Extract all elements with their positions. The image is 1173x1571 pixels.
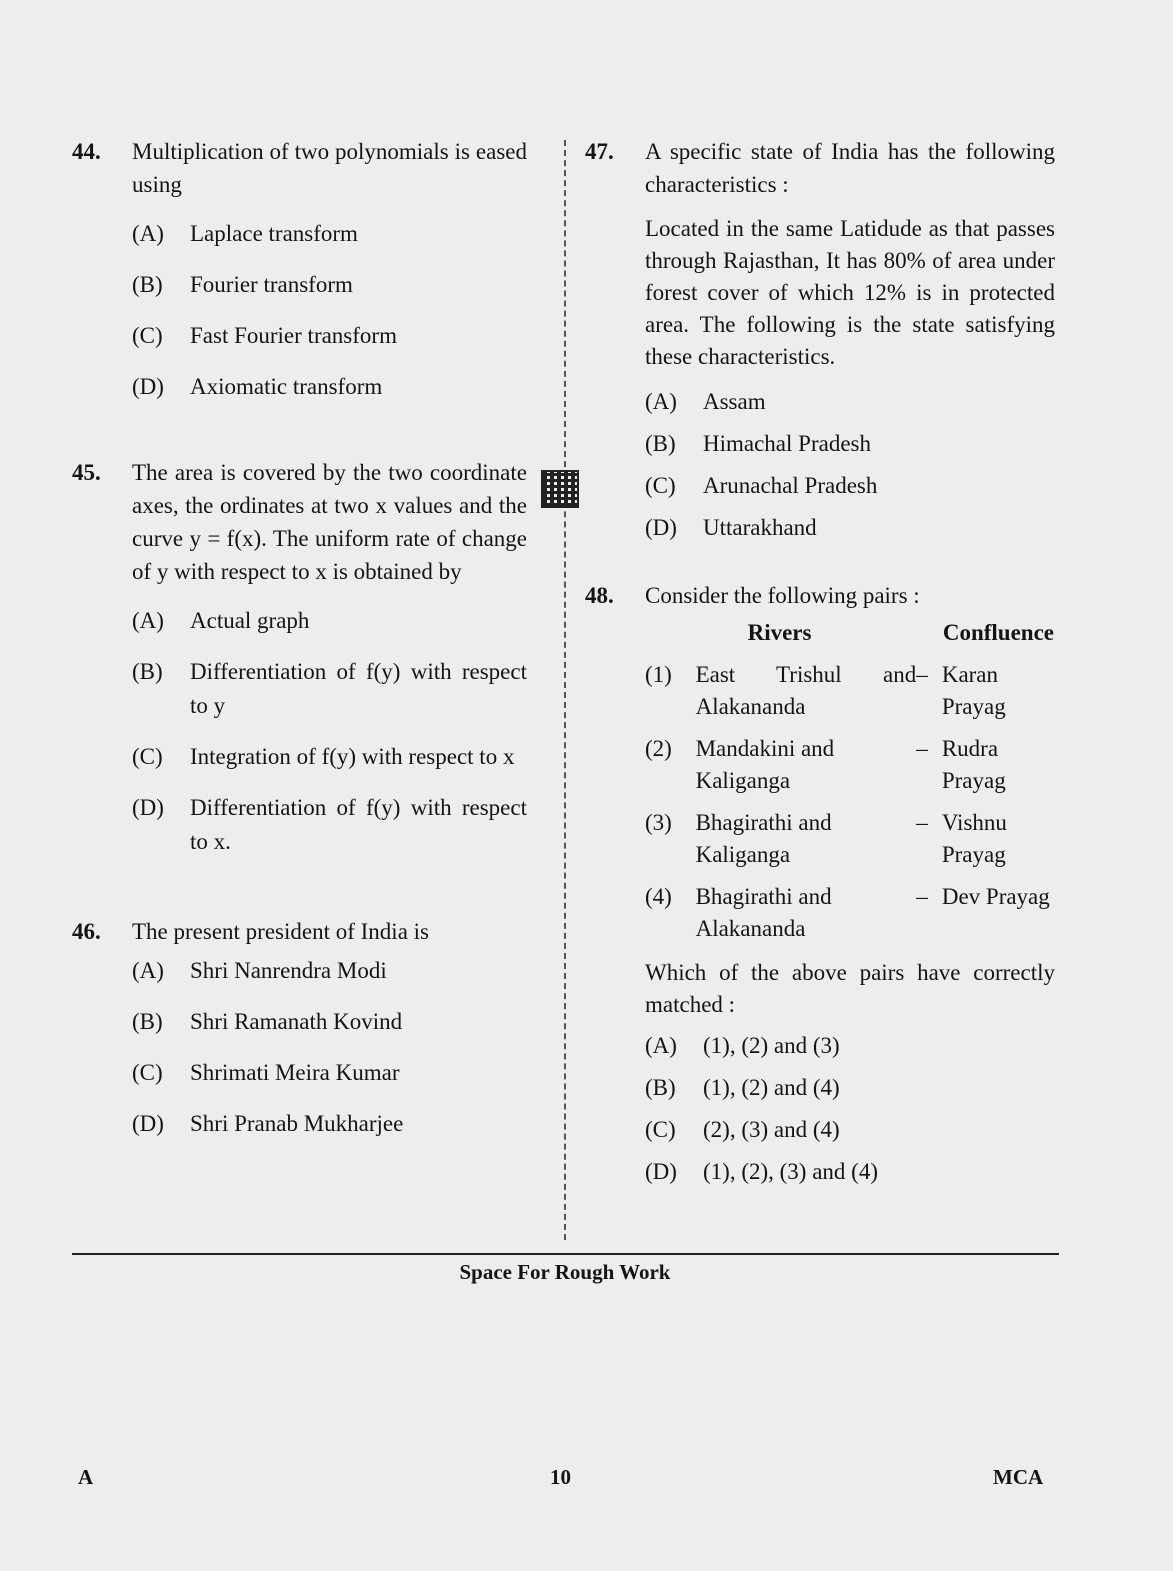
pair-number: (2) [645,736,672,761]
question-number: 48. [585,583,614,608]
option [132,1005,527,1039]
option [132,319,527,353]
option [132,1056,527,1090]
options-list [132,217,527,404]
pair-dash: – [916,662,928,687]
column-divider [564,140,566,1240]
pair-rivers [696,659,917,733]
table-row [645,881,1055,955]
option [132,740,527,774]
rivers-header: Rivers [747,620,812,645]
option [645,1155,1055,1189]
table-row [645,733,1055,807]
pair-confluence: Rudra Prayag [941,736,1006,793]
options-list [132,954,527,1141]
question-number: 44. [72,139,101,164]
option [132,604,527,638]
pair-confluence: Dev Prayag [941,884,1050,909]
option-text: Uttarakhand [703,515,817,540]
pair-confluence: Vishnu Prayag [941,810,1007,867]
option-text: Shrimati Meira Kumar [190,1060,400,1085]
options-list [132,604,527,859]
question-number: 45. [72,460,101,485]
question-text: The present president of India is [132,919,429,944]
confluence-header: Confluence [942,620,1054,645]
option-label: (B) [645,431,676,456]
pair-confluence: Karan Prayag [941,662,1006,719]
left-column [72,135,527,1158]
option-label: (C) [645,473,676,498]
table-row [645,807,1055,881]
option-label: (A) [132,608,164,633]
pair-rivers [696,807,917,881]
pair-dash: – [916,736,928,761]
pair-rivers [696,733,917,807]
series-code: A [78,1465,94,1489]
pair-number: (3) [645,810,672,835]
options-list [645,1029,1055,1189]
pair-dash: – [916,884,928,909]
option [132,1107,527,1141]
option-label: (B) [132,659,163,684]
option-label: (D) [645,1159,677,1184]
option [645,1029,1055,1063]
option-text: (1), (2), (3) and (4) [703,1159,878,1184]
option [132,370,527,404]
option-text: Assam [703,389,766,414]
question-46 [72,915,527,1141]
question-number: 47. [585,139,614,164]
option-text: Integration of f(y) with respect to x [190,744,515,769]
question-45 [72,456,527,859]
option-text: Arunachal Pradesh [703,473,878,498]
option-label: (D) [132,374,164,399]
option-label: (C) [132,323,163,348]
option-label: (D) [645,515,677,540]
option-label: (B) [645,1075,676,1100]
question-text: Consider the following pairs : [645,583,920,608]
option-label: (C) [132,744,163,769]
qr-code-icon [541,470,579,508]
option-label: (D) [132,795,164,820]
rough-work-title: Space For Rough Work [459,1260,671,1284]
table-header-row [645,616,1055,659]
options-list [645,385,1055,545]
question-47 [585,135,1055,545]
option-label: (C) [645,1117,676,1142]
course-code: MCA [993,1465,1044,1489]
question-text: The area is covered by the two coordinate axes, the ordinates at two x values and the curve y = f(x). The uniform rate of change of y with respect to x is obtained by [132,460,527,584]
option [132,954,527,988]
option [132,217,527,251]
option-text: (2), (3) and (4) [703,1117,840,1142]
option-label: (A) [132,221,164,246]
option [132,268,527,302]
pairs-table [645,616,1055,955]
option-label: (D) [132,1111,164,1136]
question-text: A specific state of India has the following characteristics : [645,139,1055,197]
option [645,469,1055,503]
pair-rivers-text: Bhagirathi and Alakananda [695,884,832,941]
pair-rivers-text: Bhagirathi and Kaliganga [695,810,832,867]
option-label: (B) [132,272,163,297]
option [132,655,527,723]
pair-number: (4) [645,884,672,909]
option [645,427,1055,461]
option-text: Shri Ramanath Kovind [190,1009,403,1034]
option-text: Himachal Pradesh [703,431,871,456]
option-label: (A) [645,1033,677,1058]
option-text: (1), (2) and (3) [703,1033,840,1058]
option-text: Actual graph [190,608,310,633]
right-column [585,135,1055,1197]
option-text: Fast Fourier transform [190,323,397,348]
option-text: Differentiation of f(y) with respect to x. [190,795,527,854]
question-48 [585,579,1055,1189]
option-text: Differentiation of f(y) with respect to y [190,659,527,718]
question-paragraph: Located in the same Latidude as that passes through Rajasthan, It has 80% of area under forest cover of which 12% is in protected area. The following is the state satisfying these characteristics. [645,216,1055,369]
pair-dash: – [916,810,928,835]
option [645,1071,1055,1105]
question-44 [72,135,527,404]
pair-number: (1) [645,662,672,687]
pair-rivers [696,881,917,955]
question-number: 46. [72,919,101,944]
option-text: Axiomatic transform [190,374,383,399]
option-text: (1), (2) and (4) [703,1075,840,1100]
rough-work-divider [72,1253,1059,1255]
option-label: (A) [132,958,164,983]
option [645,385,1055,419]
option-text: Shri Nanrendra Modi [190,958,387,983]
question-text: Multiplication of two polynomials is eased using [132,139,527,197]
pair-rivers-text: East Trishul and Alakananda [695,662,917,719]
pair-rivers-text: Mandakini and Kaliganga [695,736,835,793]
option [645,1113,1055,1147]
option [645,511,1055,545]
option-text: Shri Pranab Mukharjee [190,1111,404,1136]
option-text: Laplace transform [190,221,358,246]
page-number: 10 [550,1465,571,1489]
option-label: (C) [132,1060,163,1085]
pairs-question: Which of the above pairs have correctly matched : [645,960,1055,1017]
option-text: Fourier transform [190,272,353,297]
option-label: (A) [645,389,677,414]
option [132,791,527,859]
option-label: (B) [132,1009,163,1034]
table-row [645,659,1055,733]
